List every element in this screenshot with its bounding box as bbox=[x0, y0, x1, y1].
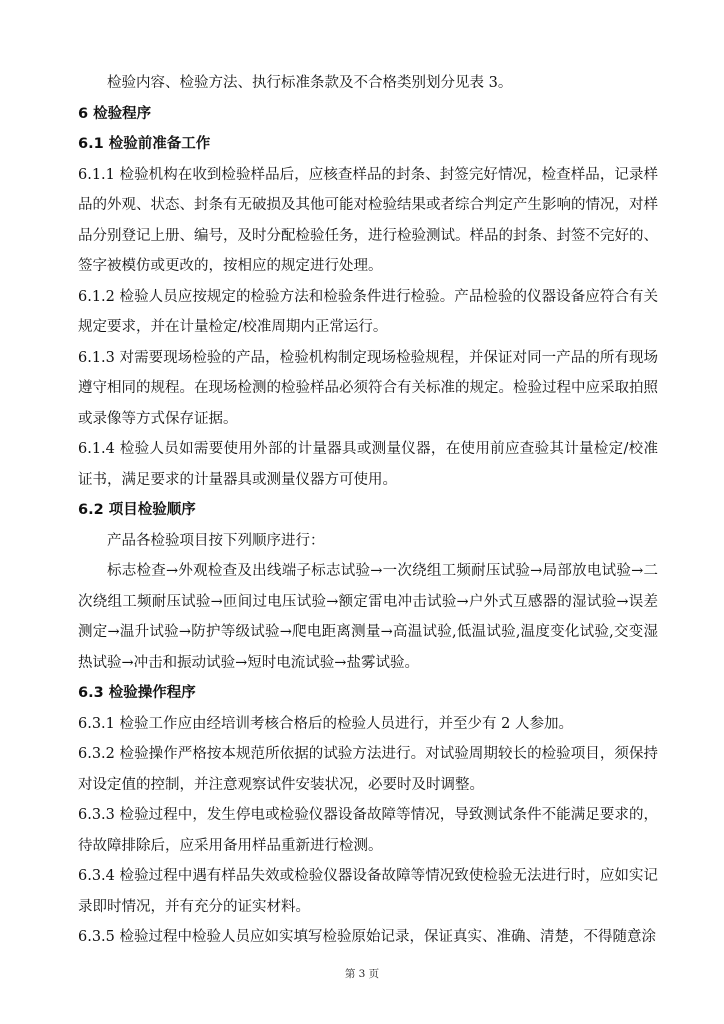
paragraph-6-2-sequence: 标志检查→外观检查及出线端子标志试验→一次绕组工频耐压试验→局部放电试验→二次绕组工频耐压试验→匝间过电压试验→额定雷电冲击试验→户外式互感器的湿试验→误差测定→温升试验→防护等级试验→爬电距离测量→高温试验,低温试验,温度变化试验,交变湿热试验→冲击和振动试验→短时电流试验→盐雾试验。 bbox=[78, 563, 658, 671]
paragraph-6-3-3: 6.3.3 检验过程中，发生停电或检验仪器设备故障等情况，导致测试条件不能满足要求的，待故障排除后，应采用备用样品重新进行检测。 bbox=[78, 807, 658, 854]
paragraph-6-3-5: 6.3.5 检验过程中检验人员应如实填写检验原始记录，保证真实、准确、清楚，不得随意涂 bbox=[78, 929, 656, 945]
page-body bbox=[78, 68, 658, 953]
paragraph-6-1-2: 6.1.2 检验人员应按规定的检验方法和检验条件进行检验。产品检验的仪器设备应符合有关规定要求，并在计量检定/校准周期内正常运行。 bbox=[78, 288, 658, 335]
section-heading-6-2: 6.2 项目检验顺序 bbox=[78, 502, 196, 518]
paragraph-6-1-3: 6.1.3 对需要现场检验的产品，检验机构制定现场检验规程，并保证对同一产品的所有现场遵守相同的规程。在现场检测的检验样品必须符合有关标准的规定。检验过程中应采取拍照或录像等方式保存证据。 bbox=[78, 349, 658, 427]
page-number: 第 3 页 bbox=[344, 968, 380, 980]
paragraph-6-1-1: 6.1.1 检验机构在收到检验样品后，应核查样品的封条、封签完好情况，检查样品，记录样品的外观、状态、封条有无破损及其他可能对检验结果或者综合判定产生影响的情况，对样品分别登记上册、编号，及时分配检验任务，进行检验测试。样品的封条、封签不完好的、签字被模仿或更改的，按相应的规定进行处理。 bbox=[78, 166, 658, 274]
section-heading-6: 6 检验程序 bbox=[78, 105, 152, 122]
paragraph-6-3-2: 6.3.2 检验操作严格按本规范所依据的试验方法进行。对试验周期较长的检验项目，须保持对设定值的控制，并注意观察试件安装状况，必要时及时调整。 bbox=[78, 746, 658, 793]
paragraph-intro: 检验内容、检验方法、执行标准条款及不合格类别划分见表 3。 bbox=[107, 75, 513, 91]
paragraph-6-1-4: 6.1.4 检验人员如需要使用外部的计量器具或测量仪器，在使用前应查验其计量检定/校准证书，满足要求的计量器具或测量仪器方可使用。 bbox=[78, 441, 658, 488]
paragraph-6-3-1: 6.3.1 检验工作应由经培训考核合格后的检验人员进行，并至少有 2 人参加。 bbox=[78, 715, 573, 732]
paragraph-6-2-intro: 产品各检验项目按下列顺序进行： bbox=[107, 532, 325, 549]
section-heading-6-3: 6.3 检验操作程序 bbox=[78, 685, 196, 701]
paragraph-6-3-4: 6.3.4 检验过程中遇有样品失效或检验仪器设备故障等情况致使检验无法进行时，应如实记录即时情况，并有充分的证实材料。 bbox=[78, 868, 658, 915]
section-heading-6-1: 6.1 检验前准备工作 bbox=[78, 136, 211, 152]
